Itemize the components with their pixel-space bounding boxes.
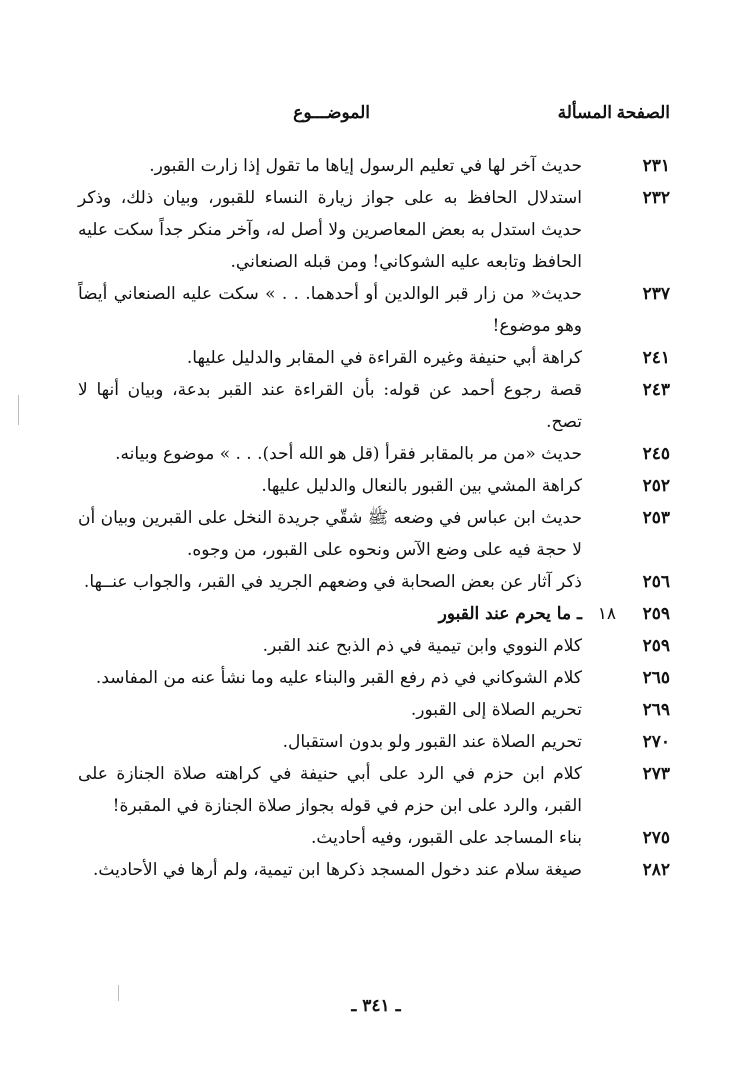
row-topic-text: حديث« من زار قبر الوالدين أو أحدهما. . . » سكت عليه الصنعاني أيضاً وهو موضوع! — [78, 284, 582, 336]
row-topic-text: حديث «من مر بالمقابر فقرأ (قل هو الله أحد). . . » موضوع وبيانه. — [115, 444, 582, 464]
row-page-number: ٢٣٢ — [642, 188, 670, 208]
index-row — [78, 470, 670, 502]
index-row — [78, 694, 670, 726]
row-page-number: ٢٥٦ — [642, 572, 670, 592]
index-row — [78, 502, 670, 566]
section-heading: ـ ما يحرم عند القبور — [438, 604, 582, 624]
index-row — [78, 182, 670, 278]
row-topic-text: تحريم الصلاة إلى القبور. — [410, 700, 582, 720]
row-topic-text: تحريم الصلاة عند القبور ولو بدون استقبال. — [282, 732, 582, 752]
index-row — [78, 726, 670, 758]
row-page-number: ٢٦٥ — [642, 668, 670, 688]
index-row — [78, 854, 670, 886]
row-topic-text: كلام ابن حزم في الرد على أبي حنيفة في كراهته صلاة الجنازة على القبر، والرد على ابن حزم في قوله بجواز صلاة الجنازة في المقبرة! — [78, 764, 582, 816]
row-topic-text: كراهة المشي بين القبور بالنعال والدليل عليها. — [261, 476, 582, 496]
row-page-number: ٢٤٣ — [642, 380, 670, 400]
topic-column-header: الموضـــوع — [293, 103, 370, 123]
margin-mark — [18, 395, 19, 425]
row-page-number: ٢٣١ — [642, 156, 670, 176]
index-row — [78, 374, 670, 438]
index-row — [78, 278, 670, 342]
row-page-number: ٢٥٩ — [642, 636, 670, 656]
row-issue-number: ١٨ — [597, 604, 616, 624]
index-row — [78, 566, 670, 598]
row-topic-text: كراهة أبي حنيفة وغيره القراءة في المقابر والدليل عليها. — [186, 348, 582, 368]
index-row — [78, 630, 670, 662]
row-topic-text: قصة رجوع أحمد عن قوله: بأن القراءة عند القبر بدعة، وبيان أنها لا تصح. — [78, 380, 582, 432]
index-row — [78, 438, 670, 470]
row-topic-text: حديث آخر لها في تعليم الرسول إياها ما تقول إذا زارت القبور. — [149, 156, 582, 176]
index-row — [78, 598, 670, 630]
row-page-number: ٢٤١ — [642, 348, 670, 368]
row-page-number: ٢٥٣ — [642, 508, 670, 528]
row-page-number: ٢٥٩ — [642, 604, 670, 624]
row-topic-text: صيغة سلام عند دخول المسجد ذكرها ابن تيمية، ولم أرها في الأحاديث. — [92, 860, 582, 880]
row-topic-text: كلام النووي وابن تيمية في ذم الذبح عند القبر. — [262, 636, 582, 656]
row-topic-text: استدلال الحافظ به على جواز زيارة النساء للقبور، وبيان ذلك، وذكر حديث استدل به بعض المعاصرين ولا أصل له، وآخر منكر جداً سكت عليه الحافظ وتابعه عليه الشوكاني! ومن قبله الصنعاني. — [78, 188, 582, 272]
row-topic-text: حديث ابن عباس في وضعه ﷺ شقّي جريدة النخل على القبرين وبيان أن لا حجة فيه على وضع الآس ونحوه على القبور، من وجوه. — [77, 508, 582, 560]
row-page-number: ٢٧٣ — [642, 764, 670, 784]
row-page-number: ٢٧٠ — [642, 732, 670, 752]
row-page-number: ٢٥٢ — [642, 476, 670, 496]
table-header — [82, 103, 670, 133]
page-column-header: الصفحة — [616, 103, 670, 123]
index-row — [78, 662, 670, 694]
index-row — [78, 342, 670, 374]
index-row — [78, 822, 670, 854]
row-page-number: ٢٨٢ — [642, 860, 670, 880]
row-topic-text: كلام الشوكاني في ذم رفع القبر والبناء عليه وما نشأ عنه من المفاسد. — [95, 668, 582, 688]
row-page-number: ٢٦٩ — [642, 700, 670, 720]
issue-column-header: المسألة — [557, 103, 612, 123]
index-list — [78, 150, 670, 886]
row-page-number: ٢٧٥ — [642, 828, 670, 848]
row-topic-text: بناء المساجد على القبور، وفيه أحاديث. — [310, 828, 582, 848]
margin-mark — [118, 985, 119, 1001]
row-page-number: ٢٣٧ — [642, 284, 670, 304]
index-row — [78, 758, 670, 822]
page-number: ـ ٣٤١ ـ — [351, 996, 401, 1016]
row-page-number: ٢٤٥ — [642, 444, 670, 464]
index-row — [78, 150, 670, 182]
row-topic-text: ذكر آثار عن بعض الصحابة في وضعهم الجريد في القبر، والجواب عنــها. — [83, 572, 582, 592]
